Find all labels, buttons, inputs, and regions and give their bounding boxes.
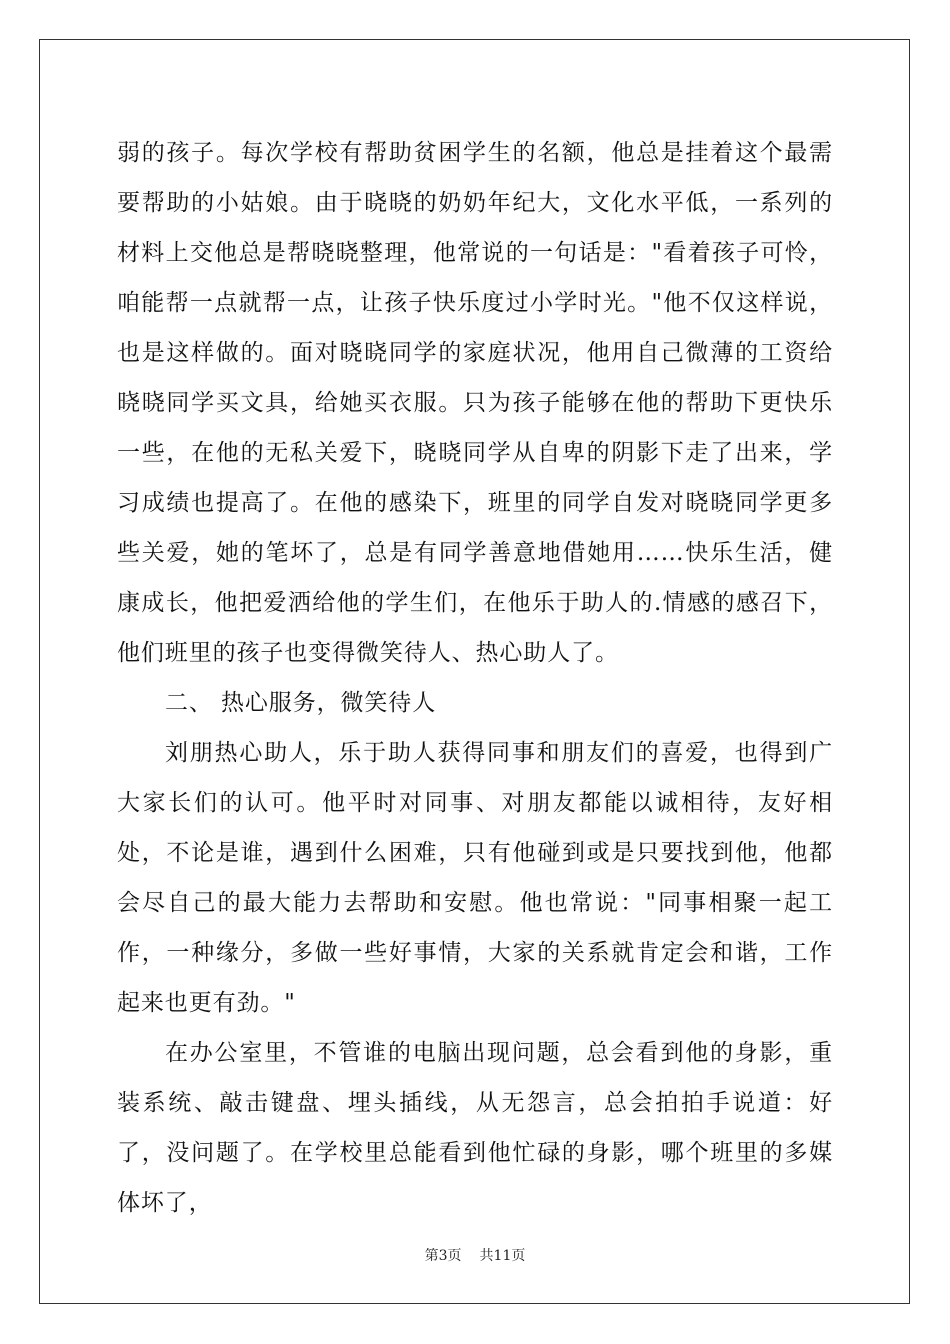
page-total: 共11页: [479, 1248, 526, 1264]
section-heading: 二、 热心服务，微笑待人: [165, 690, 437, 716]
paragraph-continued: 弱的孩子。每次学校有帮助贫困学生的名额，他总是挂着这个最需要帮助的小姑娘。由于晓晓的奶奶年纪大，文化水平低，一系列的材料上交他总是帮晓晓整理，他常说的一句话是："看着孩子可怜，咱能帮一点就帮一点，让孩子快乐度过小学时光。"他不仅这样说，也是这样做的。面对晓晓同学的家庭状况，他用自己微薄的工资给晓晓同学买文具，给她买衣服。只为孩子能够在他的帮助下更快乐一些，在他的无私关爱下，晓晓同学从自卑的阴影下走了出来，学习成绩也提高了。在他的感染下，班里的同学自发对晓晓同学更多些关爱，她的笔坏了，总是有同学善意地借她用……快乐生活，健康成长，他把爱洒给他的学生们，在他乐于助人的.情感的感召下，他们班里的孩子也变得微笑待人、热心助人了。: [117, 140, 833, 666]
page-number: 第3页: [424, 1248, 462, 1264]
paragraph: 刘朋热心助人，乐于助人获得同事和朋友们的喜爱，也得到广大家长们的认可。他平时对同事、对朋友都能以诚相待，友好相处，不论是谁，遇到什么困难，只有他碰到或是只要找到他，他都会尽自己的最大能力去帮助和安慰。他也常说："同事相聚一起工作，一种缘分，多做一些好事情，大家的关系就肯定会和谐，工作起来也更有劲。": [117, 740, 833, 1016]
paragraph: 在办公室里，不管谁的电脑出现问题，总会看到他的身影，重装系统、敲击键盘、埋头插线，从无怨言，总会拍拍手说道：好了，没问题了。在学校里总能看到他忙碌的身影，哪个班里的多媒体坏了，: [117, 1040, 833, 1216]
page-footer: [0, 1246, 950, 1266]
document-body: [117, 128, 833, 1228]
